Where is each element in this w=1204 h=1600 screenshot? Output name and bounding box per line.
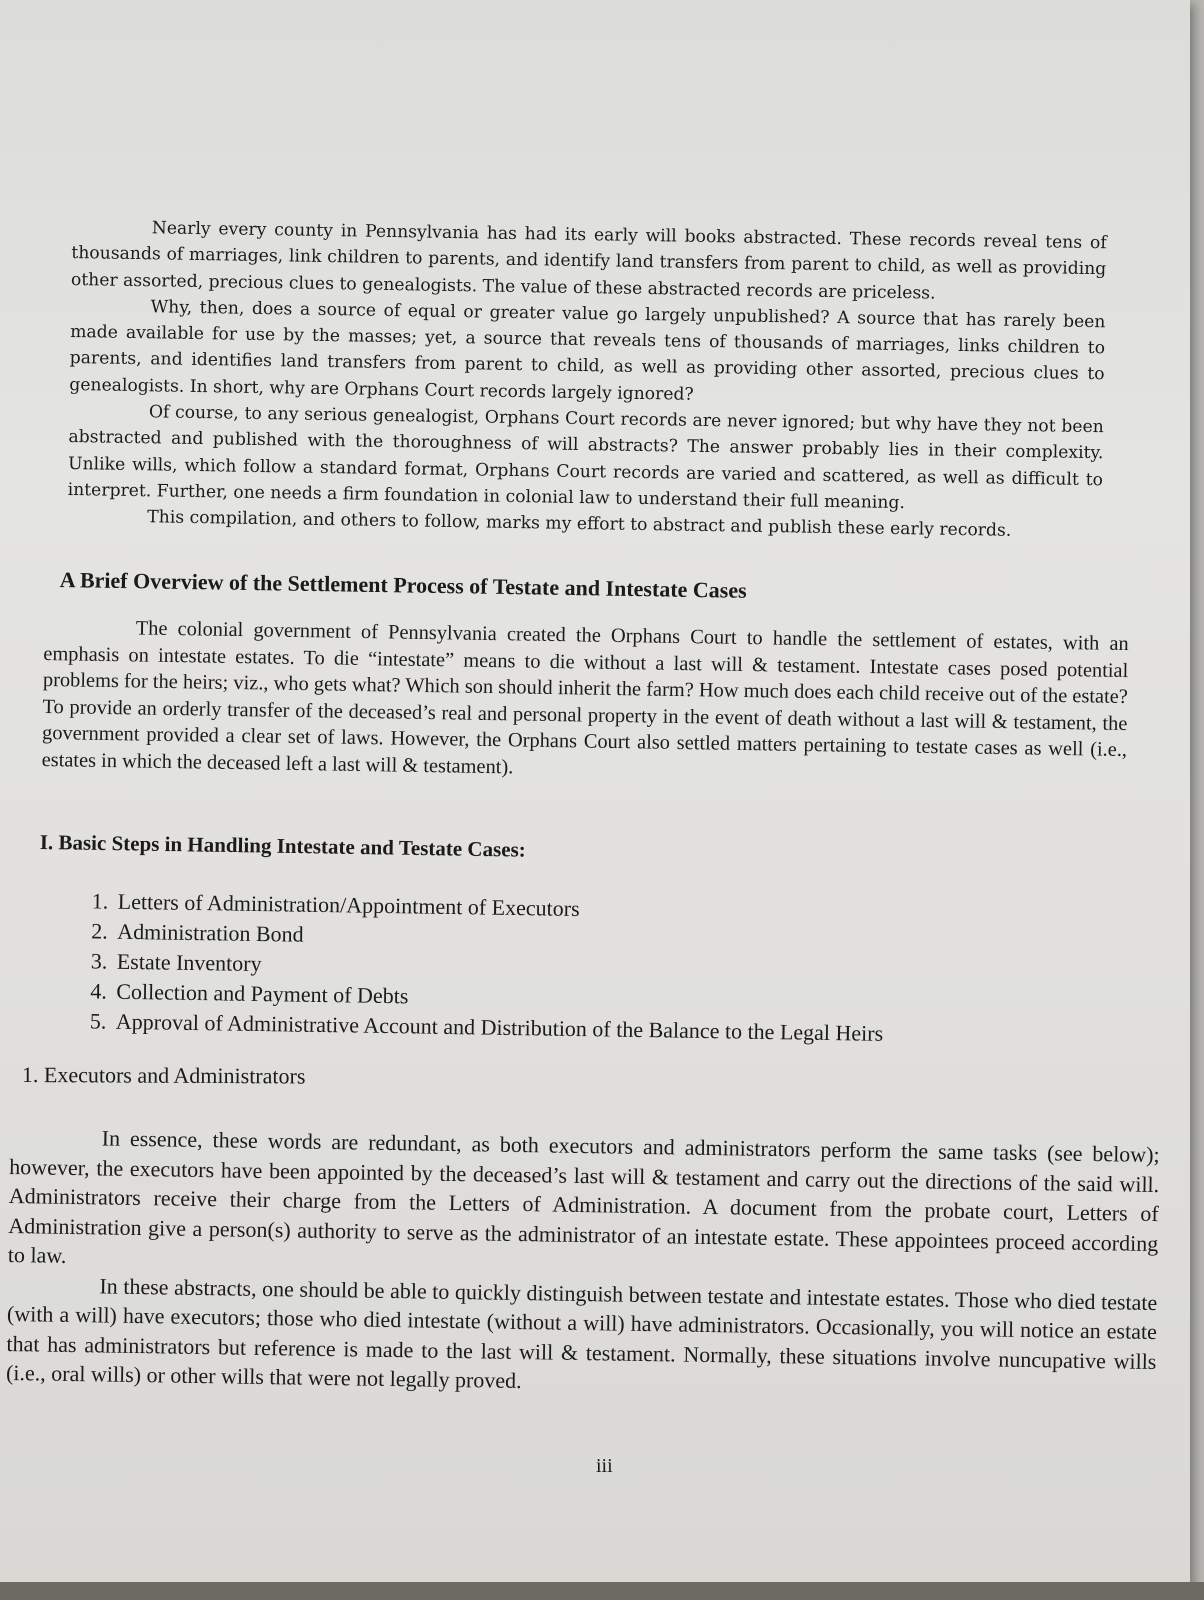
intro-paragraph-3: Of course, to any serious genealogist, Orphans Court records are never ignored; but why have they not been abstracted and published with the thoroughness of will abstracts? The answer probably lies in their complexity. Unlike wills, which follow a standard format, Orphans Court records are varied and scattered, as well as difficult to interpret. Further, one needs a firm foundation in colonial law to understand their full meaning. — [67, 402, 1104, 514]
basic-steps-heading: I. Basic Steps in Handling Intestate and Testate Cases: — [39, 830, 526, 862]
executors-heading: 1. Executors and Administrators — [21, 1062, 306, 1089]
list-item: 4. Collection and Payment of Debts — [112, 977, 1066, 1022]
overview-heading: A Brief Overview of the Settlement Process of Testate and Intestate Cases — [59, 567, 747, 603]
executors-section — [6, 1122, 1160, 1406]
page-number: iii — [596, 1455, 613, 1477]
intro-section — [67, 214, 1107, 546]
surface-below-page — [0, 1582, 1204, 1600]
intro-paragraph-4: This compilation, and others to follow, marks my effort to abstract and publish these early records. — [147, 507, 1012, 542]
basic-steps-list — [66, 886, 1068, 1052]
intro-paragraph-1: Nearly every county in Pennsylvania has had its early will books abstracted. These records reveal tens of thousands of marriages, link children to parents, and identify land transfers from parent to child, as well as providing other assorted, precious clues to genealogists. The value of these abstracted records are priceless. — [70, 218, 1107, 304]
list-item: 2. Administration Bond — [113, 917, 1067, 962]
list-item: 3. Estate Inventory — [113, 947, 1067, 992]
overview-paragraph: The colonial government of Pennsylvania created the Orphans Court to handle the settlement of estates, with an emphasis on intestate estates. To die “intestate” means to die without a last will & testament. Intestate cases posed potential problems for the heirs; viz., who gets what? Which son should inherit the farm? How much does each child receive out of the estate? To provide an orderly transfer of the deceased’s real and personal property in the event of death without a last will & testament, the government provided a clear set of laws. However, the Orphans Court also settled matters pertaining to testate cases as well (i.e., estates in which the deceased left a last will & testament). — [41, 617, 1129, 778]
overview-section — [42, 614, 1129, 790]
intro-paragraph-2: Why, then, does a source of equal or greater value go largely unpublished? A source that has rarely been made available for use by the masses; yet, a source that reveals tens of thousands of marriages, links children to parents, and identifies land transfers from parent to child, as well as providing other assorted, precious clues to genealogists. In short, why are Orphans Court records largely ignored? — [69, 297, 1106, 405]
list-item: 5. Approval of Administrative Account and Distribution of the Balance to the Legal Heirs — [112, 1007, 1066, 1052]
executors-paragraph-1: In essence, these words are redundant, as both executors and administrators perform the same tasks (see below); however, the executors have been appointed by the deceased’s last will & testament and carry out the directions of the said will. Administrators receive their charge from the Letters of Administration. A document from the probate court, Letters of Administration give a person(s) authority to serve as the administrator of an intestate estate. These appointees proceed according to law. — [7, 1125, 1160, 1268]
list-item: 1. Letters of Administration/Appointment of Executors — [114, 887, 1068, 932]
executors-paragraph-2: In these abstracts, one should be able to quickly distinguish between testate and intestate estates. Those who died testate (with a will) have executors; those who died intestate (without a will) have administrators. Occasionally, you will notice an estate that has administrators but reference is made to the last will & testament. Normally, these situations involve nuncupative wills (i.e., oral wills) or other wills that were not legally proved. — [5, 1272, 1158, 1394]
